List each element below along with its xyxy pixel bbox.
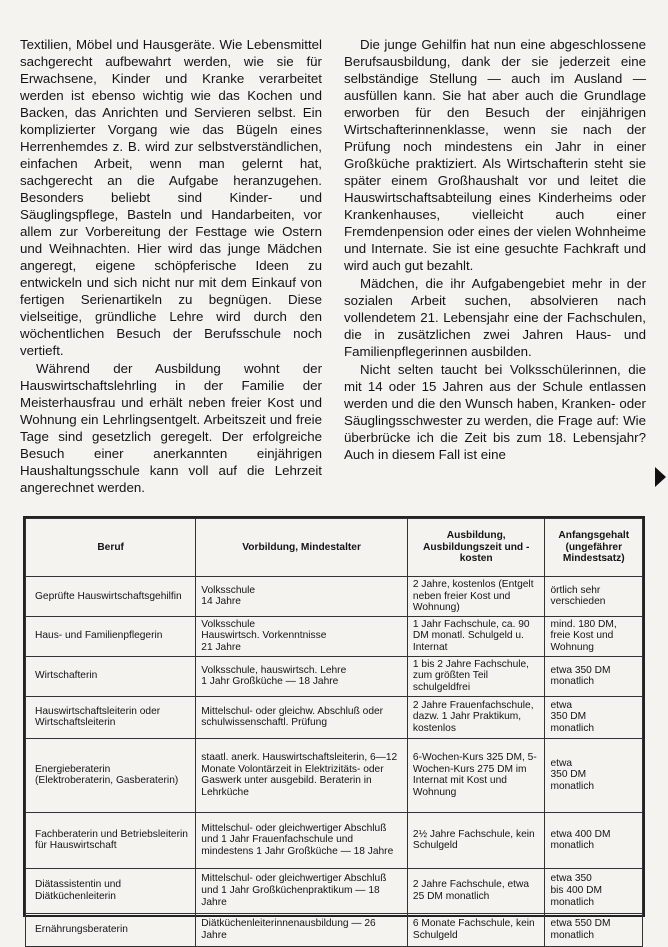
table-row: [26, 868, 643, 913]
header-vorbildung: Vorbildung, Mindestalter: [196, 519, 408, 577]
right-column: [344, 36, 646, 496]
cell-vorbildung: Volksschule, hauswirtsch. Lehre 1 Jahr Großküche — 18 Jahre: [196, 656, 408, 696]
cell-beruf: Diätassistentin und Diätküchenleiterin: [26, 868, 196, 913]
paragraph: Textilien, Möbel und Hausgeräte. Wie Lebensmittel sachgerecht aufbewahrt werden, wie sie für Erwachsene, Kinder und Kranke verarbeitet werden ist ebenso wichtig wie das Kochen und Backen, das Anrichten und Servieren selbst. Ein komplizierter Vorgang wie das Bügeln eines Herrenhemdes z. B. wird zur selbstverständlichen, einfachen Arbeit, wenn man gelernt hat, sachgerecht an die Aufgabe heranzugehen. Besonders beliebt sind Kinder- und Säuglingspflege, Basteln und Handarbeiten, vor allem zur Vorbereitung der Festtage wie Ostern und Weihnachten. Hier wird das junge Mädchen angeregt, eigene schöpferische Ideen zu entwickeln und sich nicht nur mit dem Einkauf von fertigen Serienartikeln zu begnügen. Diese vielseitige, gründliche Lehre wird durch den wöchentlichen Besuch der Berufsschule noch vertieft.: [20, 37, 322, 358]
table-row: [26, 696, 643, 738]
text-columns: [20, 36, 646, 496]
cell-vorbildung: Diätküchenleiterinnenausbildung — 26 Jahre: [196, 913, 408, 946]
left-column: [20, 36, 322, 496]
header-beruf: Beruf: [26, 519, 196, 577]
cell-beruf: Wirtschafterin: [26, 656, 196, 696]
cell-beruf: Energieberaterin (Elektroberaterin, Gasberaterin): [26, 738, 196, 812]
cell-beruf: Ernährungsberaterin: [26, 913, 196, 946]
cell-vorbildung: Mittelschul- oder gleichw. Abschluß oder schulwissenschaftl. Prüfung: [196, 696, 408, 738]
cell-beruf: Hauswirtschaftsleiterin oder Wirtschaftsleiterin: [26, 696, 196, 738]
table-row: [26, 577, 643, 617]
cell-ausbildung: 2½ Jahre Fachschule, kein Schulgeld: [407, 812, 545, 868]
table-row: [26, 656, 643, 696]
cell-vorbildung: Mittelschul- oder gleichwertiger Abschluß und 1 Jahr Frauenfachschule und mindestens 1 Jahr Großküche — 18 Jahre: [196, 812, 408, 868]
cell-vorbildung: staatl. anerk. Hauswirtschaftsleiterin, 6—12 Monate Volontärzeit in Elektrizitäts- oder Gaswerk unter ausgebild. Beraterin in Lehrküche: [196, 738, 408, 812]
cell-anfangsgehalt: örtlich sehr verschieden: [545, 577, 643, 617]
cell-vorbildung: Volksschule Hauswirtsch. Vorkenntnisse 21 Jahre: [196, 616, 408, 656]
cell-anfangsgehalt: etwa 350 DM monatlich: [545, 696, 643, 738]
cell-ausbildung: 6 Monate Fachschule, kein Schulgeld: [407, 913, 545, 946]
cell-anfangsgehalt: etwa 350 DM monatlich: [545, 738, 643, 812]
table-row: [26, 913, 643, 946]
cell-ausbildung: 2 Jahre Fachschule, etwa 25 DM monatlich: [407, 868, 545, 913]
cell-ausbildung: 1 Jahr Fachschule, ca. 90 DM monatl. Schulgeld u. Internat: [407, 616, 545, 656]
header-ausbildung: Ausbildung, Ausbildungszeit und -kosten: [407, 519, 545, 577]
continue-arrow-icon: [655, 467, 666, 487]
cell-anfangsgehalt: etwa 400 DM monatlich: [545, 812, 643, 868]
cell-ausbildung: 2 Jahre Frauenfachschule, dazw. 1 Jahr Praktikum, kostenlos: [407, 696, 545, 738]
career-table-frame: [23, 516, 645, 941]
cell-beruf: Geprüfte Hauswirtschaftsgehilfin: [26, 577, 196, 617]
paragraph: Nicht selten taucht bei Volksschülerinnen, die mit 14 oder 15 Jahren aus der Schule entlassen werden und die den Wunsch haben, Kranken- oder Säuglingsschwester zu werden, die Frage auf: Wie überbrücke ich die Zeit bis zum 18. Lebensjahr? Auch in diesem Fall ist eine: [344, 362, 646, 462]
cell-anfangsgehalt: etwa 550 DM monatlich: [545, 913, 643, 946]
cell-ausbildung: 2 Jahre, kostenlos (Entgelt neben freier Kost und Wohnung): [407, 577, 545, 617]
header-anfangsgehalt: Anfangsgehalt (ungefährer Mindestsatz): [545, 519, 643, 577]
cell-vorbildung: Volksschule 14 Jahre: [196, 577, 408, 617]
paragraph: Während der Ausbildung wohnt der Hauswirtschaftslehrling in der Familie der Meisterhausfrau und erhält neben freier Kost und Wohnung ein Lehrlingsentgelt. Arbeitszeit und freie Tage sind gesetzlich geregelt. Der erfolgreiche Besuch einer anerkannten einjährigen Haushaltungsschule kann voll auf die Lehrzeit angerechnet werden.: [20, 361, 322, 495]
cell-anfangsgehalt: etwa 350 bis 400 DM monatlich: [545, 868, 643, 913]
cell-anfangsgehalt: mind. 180 DM, freie Kost und Wohnung: [545, 616, 643, 656]
cell-anfangsgehalt: etwa 350 DM monatlich: [545, 656, 643, 696]
table-row: [26, 812, 643, 868]
table-header-row: [26, 519, 643, 577]
cell-vorbildung: Mittelschul- oder gleichwertiger Abschluß und 1 Jahr Großküchenpraktikum — 18 Jahre: [196, 868, 408, 913]
cell-ausbildung: 6-Wochen-Kurs 325 DM, 5-Wochen-Kurs 275 DM im Internat mit Kost und Wohnung: [407, 738, 545, 812]
paragraph: Mädchen, die ihr Aufgabengebiet mehr in der sozialen Arbeit suchen, absolvieren nach vollendetem 21. Lebensjahr eine der Fachschulen, die in zusätzlichen zwei Jahren Haus- und Familienpflegerinnen ausbilden.: [344, 276, 646, 359]
cell-beruf: Fachberaterin und Betriebsleiterin für Hauswirtschaft: [26, 812, 196, 868]
career-table: [25, 518, 643, 947]
table-row: [26, 738, 643, 812]
cell-beruf: Haus- und Familienpflegerin: [26, 616, 196, 656]
paragraph: Die junge Gehilfin hat nun eine abgeschlossene Berufsausbildung, dank der sie jederzeit eine selbständige Stellung — auch im Ausland — ausfüllen kann. Sie hat aber auch die Grundlage erworben für den Besuch der einjährigen Wirtschafterinnenklasse, wenn sie nach der Prüfung noch mindestens ein Jahr in einer Großküche praktiziert. Als Wirtschafterin steht sie später einem Großhaushalt vor und leitet die Hauswirtschaftsabteilung eines Kinderheims oder Krankenhauses, vielleicht auch einer Fremdenpension oder eines der vielen Wohnheime und Internate. Sie ist eine gesuchte Fachkraft und wird auch gut bezahlt.: [344, 37, 646, 273]
table-row: [26, 616, 643, 656]
cell-ausbildung: 1 bis 2 Jahre Fachschule, zum größten Teil schulgeldfrei: [407, 656, 545, 696]
